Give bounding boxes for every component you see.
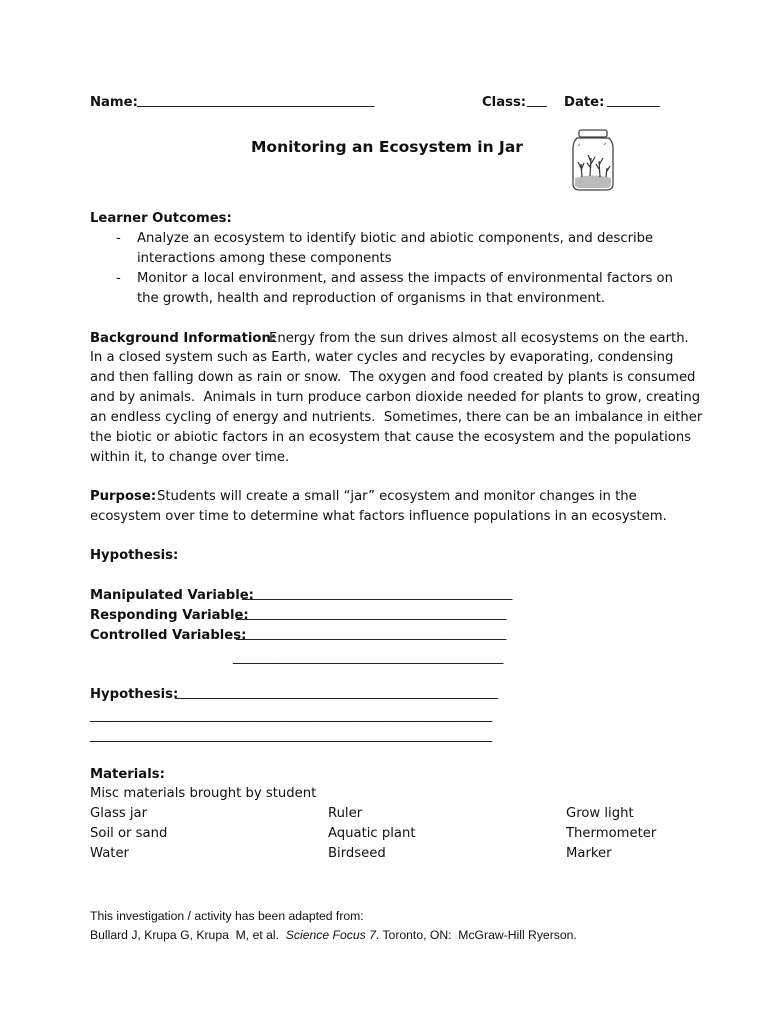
material-item: Birdseed xyxy=(328,846,386,861)
material-item: Thermometer xyxy=(566,826,657,841)
adaptation-note: This investigation / activity has been adapted from: xyxy=(90,909,364,923)
outcome-1-line-2: interactions among these components xyxy=(137,251,392,266)
controlled-variables-label: Controlled Variables: xyxy=(90,628,247,643)
learner-outcomes-heading: Learner Outcomes: xyxy=(90,211,232,226)
class-blank[interactable]: ___ xyxy=(527,93,547,108)
controlled-variables-blank[interactable]: _________________________________________ xyxy=(236,626,507,641)
materials-heading: Materials: xyxy=(90,767,165,782)
background-line-1: Energy from the sun drives almost all ecosystems on the earth. xyxy=(269,331,689,346)
bullet-dash: - xyxy=(116,231,121,246)
controlled-variables-blank-2[interactable]: _________________________________________ xyxy=(233,650,504,665)
class-label: Class: xyxy=(482,95,527,110)
background-line-2: In a closed system such as Earth, water cycles and recycles by evaporating, condensing xyxy=(90,350,674,365)
outcome-2-line-2: the growth, health and reproduction of organisms in that environment. xyxy=(137,291,606,306)
date-blank[interactable]: ________ xyxy=(607,93,660,108)
background-label: Background Information: xyxy=(90,331,277,346)
materials-intro: Misc materials brought by student xyxy=(90,786,317,801)
jar-illustration xyxy=(568,128,618,192)
hypothesis-blank-2[interactable]: _____________________________________________________________ xyxy=(90,708,493,723)
hypothesis-label: Hypothesis: xyxy=(90,687,179,702)
citation xyxy=(90,928,577,942)
background-line-3: and then falling down as rain or snow. The oxygen and food created by plants is consumed xyxy=(90,370,696,385)
material-item: Water xyxy=(90,846,129,861)
material-item: Aquatic plant xyxy=(328,826,416,841)
material-item: Grow light xyxy=(566,806,634,821)
material-item: Glass jar xyxy=(90,806,148,821)
material-item: Marker xyxy=(566,846,612,861)
name-blank[interactable]: ____________________________________ xyxy=(137,93,375,108)
material-item: Ruler xyxy=(328,806,363,821)
citation-publisher: . Toronto, ON: McGraw-Hill Ryerson. xyxy=(375,928,577,942)
background-line-5: an endless cycling of energy and nutrients. Sometimes, there can be an imbalance in either xyxy=(90,410,703,425)
purpose-line-1: Students will create a small “jar” ecosystem and monitor changes in the xyxy=(157,489,637,504)
responding-variable-blank[interactable]: _________________________________________ xyxy=(236,606,507,621)
purpose-label: Purpose: xyxy=(90,489,157,504)
page-title: Monitoring an Ecosystem in Jar xyxy=(251,138,523,156)
background-line-4: and by animals. Animals in turn produce carbon dioxide needed for plants to grow, creating xyxy=(90,390,701,405)
outcome-2-line-1: Monitor a local environment, and assess the impacts of environmental factors on xyxy=(137,271,673,286)
outcome-1-line-1: Analyze an ecosystem to identify biotic and abiotic components, and describe xyxy=(137,231,654,246)
hypothesis-blank[interactable]: _________________________________________________ xyxy=(175,685,499,700)
citation-title: Science Focus 7 xyxy=(285,928,376,942)
manipulated-variable-label: Manipulated Variable: xyxy=(90,588,254,603)
bullet-dash: - xyxy=(116,271,121,286)
background-line-7: within it, to change over time. xyxy=(90,450,290,465)
background-line-6: the biotic or abiotic factors in an ecosystem that cause the ecosystem and the populations xyxy=(90,430,692,445)
date-label: Date: xyxy=(564,95,605,110)
material-item: Soil or sand xyxy=(90,826,168,841)
hypothesis-heading: Hypothesis: xyxy=(90,548,179,563)
name-label: Name: xyxy=(90,95,138,110)
citation-authors: Bullard J, Krupa G, Krupa M, et al. xyxy=(90,928,279,942)
manipulated-variable-blank[interactable]: _________________________________________ xyxy=(242,586,513,601)
purpose-line-2: ecosystem over time to determine what factors influence populations in an ecosystem. xyxy=(90,509,667,524)
hypothesis-blank-3[interactable]: _____________________________________________________________ xyxy=(90,728,493,743)
responding-variable-label: Responding Variable: xyxy=(90,608,249,623)
